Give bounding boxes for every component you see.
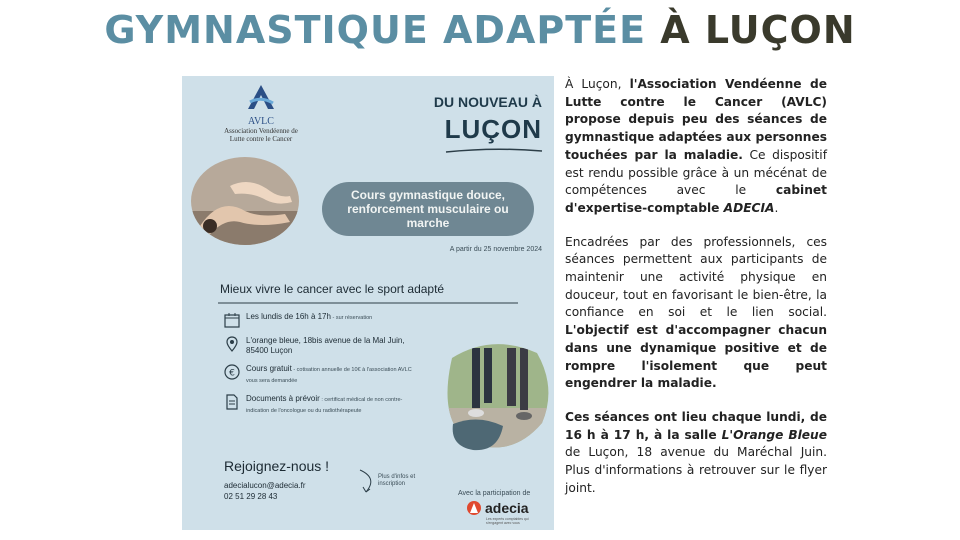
info-item-documents bbox=[224, 394, 414, 416]
avlc-logo bbox=[216, 84, 306, 143]
tagline: Mieux vivre le cancer avec le sport adapté bbox=[220, 282, 445, 296]
adecia-logo bbox=[466, 500, 529, 525]
underline-swoosh bbox=[444, 146, 544, 156]
decorative-blob bbox=[448, 414, 508, 454]
nouveau-line1: DU NOUVEAU À bbox=[433, 94, 542, 110]
partner-label: Avec la participation de bbox=[458, 490, 531, 497]
curved-arrow-icon bbox=[356, 468, 380, 498]
course-pill: Cours gymnastique douce, renforcement musculaire ou marche bbox=[322, 182, 534, 236]
documents-note: : certificat médical de non contre-indication de l'oncologue ou du radiothérapeute bbox=[246, 397, 403, 414]
schedule-text: Les lundis de 16h à 17h bbox=[246, 312, 331, 321]
join-heading: Rejoignez-nous ! bbox=[224, 458, 330, 474]
logo-acronym: AVLC bbox=[248, 116, 274, 127]
info-list bbox=[224, 312, 414, 424]
documents-text: Documents à prévoir bbox=[246, 394, 320, 403]
price-text: Cours gratuit bbox=[246, 364, 292, 373]
yoga-photo bbox=[190, 156, 300, 246]
p3-venue: L'Orange Bleue bbox=[721, 427, 827, 442]
info-item-price bbox=[224, 364, 414, 386]
adecia-logo-icon bbox=[466, 500, 482, 516]
nouveau-line2: LUÇON bbox=[444, 114, 542, 144]
avlc-logo-icon bbox=[246, 84, 276, 110]
headline-part2: À LUÇON bbox=[660, 8, 856, 52]
nouveau-heading bbox=[392, 94, 542, 145]
contact-email: adecialucon@adecia.fr bbox=[224, 481, 306, 490]
p3-text: de Luçon, 18 avenue du Maréchal Juin. Plus d'informations à retrouver sur le flyer joint. bbox=[565, 445, 827, 495]
article-headline bbox=[0, 8, 960, 52]
article-paragraph-1 bbox=[565, 76, 827, 218]
euro-coin-icon bbox=[224, 364, 240, 380]
p1-intro: À Luçon, bbox=[565, 77, 630, 91]
info-item-schedule bbox=[224, 312, 414, 328]
p2-bold: L'objectif est d'accompagner chacun dans une dynamique positive et de rompre l'isolement que peut engendrer la maladie. bbox=[565, 323, 827, 391]
p1-mid: Ce dispositif est rendu possible grâce à un mécénat de compétences avec le bbox=[565, 147, 827, 198]
adecia-name: adecia bbox=[485, 500, 529, 516]
adecia-tagline: Les experts comptables qui s'engagent avec vous bbox=[486, 517, 529, 525]
p1-bold-cabinet: cabinet d'expertise-comptable bbox=[565, 183, 827, 215]
info-item-address bbox=[224, 336, 414, 356]
headline-part1: GYMNASTIQUE ADAPTÉE bbox=[104, 8, 647, 52]
logo-line2: Lutte contre le Cancer bbox=[229, 135, 293, 143]
logo-line1: Association Vendéenne de bbox=[224, 127, 298, 135]
calendar-icon bbox=[224, 312, 240, 328]
price-note: - cotisation annuelle de 10€ à l'association AVLC vous sera demandée bbox=[246, 367, 412, 384]
contact-phone: 02 51 29 28 43 bbox=[224, 492, 278, 501]
address-text: L'orange bleue, 18bis avenue de la Mal Juin, 85400 Luçon bbox=[246, 336, 405, 355]
p1-adecia: ADECIA bbox=[723, 200, 775, 215]
p1-end: . bbox=[774, 200, 779, 215]
flyer bbox=[182, 76, 554, 530]
schedule-note: - sur réservation bbox=[330, 315, 373, 321]
document-icon bbox=[224, 394, 240, 410]
svg-text:€: € bbox=[229, 368, 235, 379]
p3-bold: Ces séances ont lieu chaque lundi, de 16 h à 17 h, à la salle bbox=[565, 409, 827, 442]
article-body bbox=[565, 76, 827, 513]
start-date: A partir du 25 novembre 2024 bbox=[449, 246, 542, 253]
location-pin-icon bbox=[224, 336, 240, 352]
contact-info bbox=[224, 480, 306, 502]
p2-text: Encadrées par des professionnels, ces séances permettent aux participants de maintenir une activité physique en douceur, tout en favorisant le bien-être, la confiance en soi et le lien social. bbox=[565, 234, 827, 320]
more-info-note: Plus d'infos et inscription bbox=[378, 474, 416, 487]
tagline-underline bbox=[218, 300, 518, 306]
article-paragraph-3 bbox=[565, 409, 827, 498]
p1-bold: l'Association Vendéenne de Lutte contre le Cancer (AVLC) propose depuis peu des séances de gymnastique adaptées aux personnes touchées par la maladie. bbox=[565, 77, 827, 162]
article-paragraph-2 bbox=[565, 234, 827, 393]
